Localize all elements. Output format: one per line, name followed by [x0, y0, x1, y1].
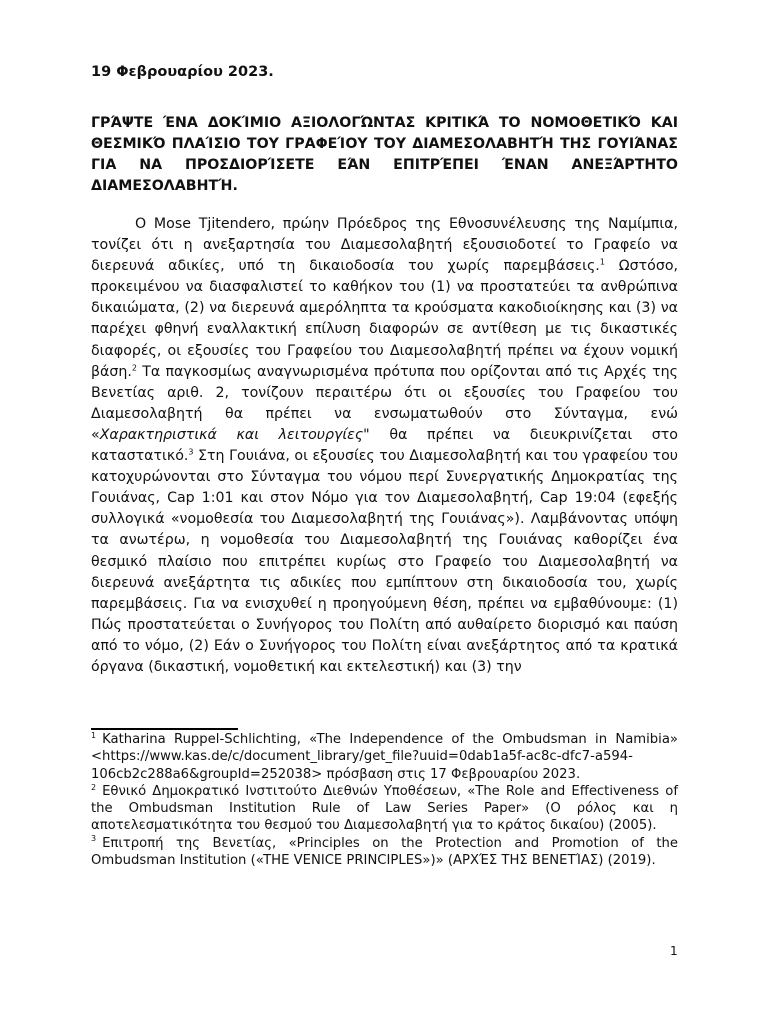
footnote-text: Katharina Ruppel-Schlichting, «The Independence of the Ombudsman in Namibia» <https://www.kas.de/c/document_library/get_file?uuid=0dab1a5f-ac8c-dfc7-a594-106cb2c288a6&groupId=252038> πρόσβαση στις 17 Φεβρουαρίου 2023.: [91, 732, 678, 782]
footnote-mark: 3: [91, 834, 97, 844]
essay-title: ΓΡΆΨΤΕ ΈΝΑ ΔΟΚΊΜΙΟ ΑΞΙΟΛΟΓΏΝΤΑΣ ΚΡΙΤΙΚΆ ΤΟ ΝΟΜΟΘΕΤΙΚΌ ΚΑΙ ΘΕΣΜΙΚΌ ΠΛΑΊΣΙΟ ΤΟΥ ΓΡΑΦΕΊΟΥ ΤΟΥ ΔΙΑΜΕΣΟΛΑΒΗΤΉ ΤΗΣ ΓΟΥΙΆΝΑΣ ΓΙΑ ΝΑ ΠΡΟΣΔΙΟΡΊΣΕΤΕ ΕΆΝ ΕΠΙΤΡΈΠΕΙ ΈΝΑΝ ΑΝΕΞΆΡΤΗΤΟ ΔΙΑΜΕΣΟΛΑΒΗΤΉ.: [91, 115, 678, 194]
document-date: 19 Φεβρουαρίου 2023.: [91, 64, 274, 80]
footnote-item: [91, 835, 678, 870]
footnote-ref[interactable]: 3: [188, 447, 194, 457]
footnote-ref[interactable]: 2: [131, 362, 137, 372]
paragraph-text: Ωστόσο, προκειμένου να διασφαλιστεί το καθήκον του (1) να προστατεύει τα ανθρώπινα δικαιώματα, (2) να διερευνά αμερόληπτα τα κρούσματα κακοδιοίκησης και (3) να παρέχει φθηνή εναλλακτική επίλυση διαφορών σε αντίθεση με τις δικαστικές διαφορές, οι εξουσίες του Γραφείου του Διαμεσολαβητή πρέπει να έχουν νομική βάση.: [91, 258, 679, 380]
footnote-text: Εθνικό Δημοκρατικό Ινστιτούτο Διεθνών Υποθέσεων, «The Role and Effectiveness of the Ombudsman Institution Rule of Law Series Paper» (Ο ρόλος και η αποτελεσματικότητα του θεσμού του Διαμεσολαβητή για το κράτος δικαίου) (2005).: [91, 783, 678, 834]
footnote-item: [91, 783, 678, 835]
footnote-separator: [91, 728, 238, 730]
italic-quote: Χαρακτηριστικά και λειτουργίες: [99, 426, 364, 443]
footnote-mark: 1: [91, 730, 97, 740]
footnote-text: Επιτροπή της Βενετίας, «Principles on the Protection and Promotion of the Ombudsman Institution («THE VENICE PRINCIPLES»)» (ΑΡΧΈΣ ΤΗΣ ΒΕΝΕΤΊΑΣ) (2019).: [91, 835, 678, 869]
paragraph-text: Ο Mose Tjitendero, πρώην Πρόεδρος της Εθνοσυνέλευσης της Ναμίμπια, τονίζει ότι η ανεξαρτησία του Διαμεσολαβητή εξουσιοδοτεί το Γραφείο να διερευνά αδικίες, υπό τη δικαιοδοσία του χωρίς παρεμβάσεις.: [91, 216, 678, 275]
paragraph-text: Στη Γουιάνα, οι εξουσίες του Διαμεσολαβητή και του γραφείου του κατοχυρώνονται στο Σύνταγμα του νόμου περί Συνεργατικής Δημοκρατίας της Γουιάνας, Cap 1:01 και στον Νόμο για τον Διαμεσολαβητή, Cap 19:04 (εφεξής συλλογικά «νομοθεσία του Διαμεσολαβητή της Γουιάνας»). Λαμβάνοντας υπόψη τα ανωτέρω, η νομοθεσία του Διαμεσολαβητή της Γουιάνας καθορίζει ένα θεσμικό πλαίσιο που επιτρέπει κυρίως στο Γραφείο του Διαμεσολαβητή να διερευνά ανεξάρτητα τις αδικίες που εμπίπτουν στη δικαιοδοσία του, χωρίς παρεμβάσεις. Για να ενισχυθεί η προηγούμενη θέση, πρέπει να εμβαθύνουμε: (1) Πώς προστατεύεται ο Συνήγορος του Πολίτη από αυθαίρετο διορισμό και παύση από το νόμο, (2) Εάν ο Συνήγορος του Πολίτη είναι ανεξάρτητος από τα κρατικά όργανα (δικαστική, νομοθετική και εκτελεστική) και (3) την: [91, 448, 678, 675]
paragraph-text: " θα πρέπει να διευκρινίζεται στο καταστατικό.: [91, 426, 678, 465]
footnote-item: [91, 731, 678, 783]
footnotes: [91, 731, 678, 869]
paragraph-text: Τα παγκοσμίως αναγνωρισμένα πρότυπα που ορίζονται από τις Αρχές της Βενετίας αριθ. 2, τονίζουν περαιτέρω ότι οι εξουσίες του Γραφείου του Διαμεσολαβητή θα πρέπει να ενσωματωθούν στο Σύνταγμα, ενώ «: [91, 363, 678, 443]
footnote-ref[interactable]: 1: [599, 257, 605, 267]
body-paragraph: [91, 214, 678, 678]
footnote-mark: 2: [91, 782, 97, 792]
page-number: 1: [670, 944, 678, 958]
